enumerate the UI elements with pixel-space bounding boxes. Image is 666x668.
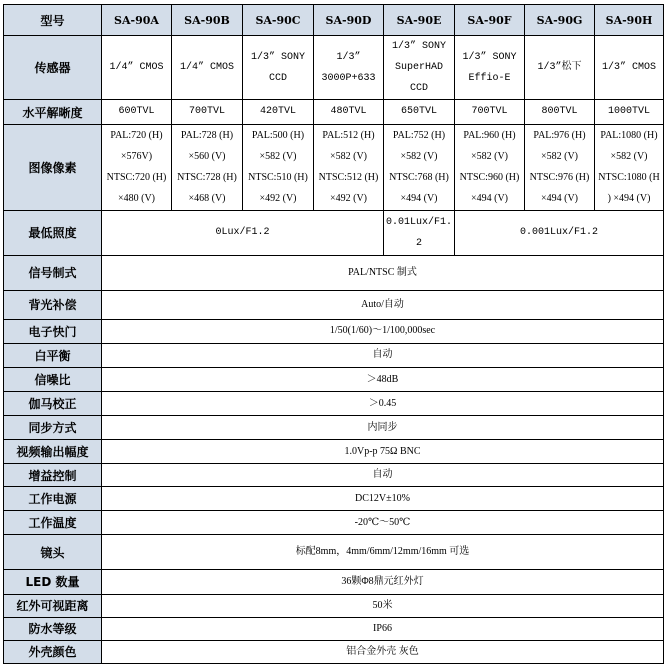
pixels-line: ×560 (V) xyxy=(188,151,226,163)
spec-row xyxy=(4,511,664,535)
spec-row xyxy=(4,255,664,290)
sensor-value xyxy=(172,36,243,100)
header-row xyxy=(4,5,664,36)
resolution-value: 480TVL xyxy=(314,100,384,125)
row-label: 最低照度 xyxy=(4,210,102,255)
resolution-value: 700TVL xyxy=(172,100,243,125)
row-value: 标配8mm，4mm/6mm/12mm/16mm 可选 xyxy=(102,535,664,569)
pixels-line: PAL:728 (H) xyxy=(180,130,234,142)
row-label: 增益控制 xyxy=(4,464,102,487)
illumination-line: 2 xyxy=(415,237,422,249)
row-value: 铝合金外壳 灰色 xyxy=(102,640,664,663)
model-header: SA-90H xyxy=(595,5,664,36)
spec-row xyxy=(4,640,664,663)
row-label: 图像像素 xyxy=(4,125,102,210)
pixels-line: ×480 (V) xyxy=(117,193,156,205)
pixels-line: ×576V) xyxy=(120,151,153,163)
pixels-value xyxy=(314,125,384,210)
sensor-line: SuperHAD xyxy=(394,62,443,74)
pixels-line: ×494 (V) xyxy=(400,193,438,205)
model-header: SA-90G xyxy=(525,5,595,36)
spec-row xyxy=(4,319,664,343)
resolution-value: 600TVL xyxy=(102,100,172,125)
pixels-line: ×582 (V) xyxy=(259,151,297,163)
pixels-line: NTSC:960 (H) xyxy=(459,172,520,184)
pixels-value xyxy=(595,125,664,210)
row-value: Auto/自动 xyxy=(102,290,664,319)
pixels-line: NTSC:720 (H) xyxy=(106,172,167,184)
row-value: 50米 xyxy=(102,594,664,617)
row-label: 视频输出幅度 xyxy=(4,440,102,464)
spec-row xyxy=(4,392,664,416)
sensor-line: 1/3” SONY xyxy=(250,51,305,63)
sensor-value xyxy=(102,36,172,100)
spec-row xyxy=(4,569,664,594)
min-illumination-row xyxy=(4,210,664,255)
pixels-line: PAL:1080 (H) xyxy=(600,130,658,142)
illumination-value: 0.001Lux/F1.2 xyxy=(455,210,664,255)
sensor-line: 1/4” CMOS xyxy=(109,62,164,74)
pixels-line: ×582 (V) xyxy=(470,151,509,163)
pixels-line: ×494 (V) xyxy=(470,193,509,205)
sensor-line: CCD xyxy=(268,72,287,84)
row-value: ＞0.45 xyxy=(102,392,664,416)
sensor-line: 1/4” CMOS xyxy=(179,62,234,74)
model-header: SA-90E xyxy=(384,5,455,36)
pixels-value xyxy=(525,125,595,210)
pixels-line: NTSC:1080 (H xyxy=(598,172,660,184)
row-label: 红外可视距离 xyxy=(4,594,102,617)
row-value: -20℃～50℃ xyxy=(102,511,664,535)
sensor-line: 1/3” SONY xyxy=(391,41,446,53)
row-label: 防水等级 xyxy=(4,617,102,640)
model-header: SA-90C xyxy=(243,5,314,36)
pixels-line: ×582 (V) xyxy=(329,151,368,163)
header-label: 型号 xyxy=(4,5,102,36)
row-label: 电子快门 xyxy=(4,319,102,343)
row-value: 36颗Φ8鼎元红外灯 xyxy=(102,569,664,594)
row-value: PAL/NTSC 制式 xyxy=(102,255,664,290)
row-label: 伽马校正 xyxy=(4,392,102,416)
spec-table xyxy=(3,4,664,664)
pixels-line: ×582 (V) xyxy=(540,151,579,163)
pixels-line: ×492 (V) xyxy=(329,193,368,205)
row-value: DC12V±10% xyxy=(102,487,664,511)
spec-row xyxy=(4,290,664,319)
row-label: LED 数量 xyxy=(4,569,102,594)
pixels-line: PAL:960 (H) xyxy=(463,130,516,142)
row-label: 信噪比 xyxy=(4,368,102,392)
row-value: 1/50(1/60)～1/100,000sec xyxy=(102,319,664,343)
spec-row xyxy=(4,368,664,392)
pixels-line: PAL:500 (H) xyxy=(251,130,305,142)
pixels-row xyxy=(4,125,664,210)
pixels-line: PAL:752 (H) xyxy=(392,130,446,142)
sensor-line: 1/3” xyxy=(336,51,361,63)
model-header: SA-90A xyxy=(102,5,172,36)
pixels-line: ×582 (V) xyxy=(610,151,648,163)
spec-row xyxy=(4,487,664,511)
pixels-line: ×494 (V) xyxy=(540,193,579,205)
sensor-line: 3000P+633 xyxy=(321,72,376,84)
pixels-line: ×492 (V) xyxy=(259,193,297,205)
resolution-value: 650TVL xyxy=(384,100,455,125)
sensor-line: 1/3” SONY xyxy=(462,51,517,63)
row-value: 自动 xyxy=(102,464,664,487)
pixels-line: NTSC:510 (H) xyxy=(248,172,308,184)
resolution-value: 700TVL xyxy=(455,100,525,125)
sensor-line: CCD xyxy=(409,83,428,95)
sensor-line: Effio-E xyxy=(468,72,511,84)
row-value: ＞48dB xyxy=(102,368,664,392)
sensor-value xyxy=(384,36,455,100)
row-label: 水平解晰度 xyxy=(4,100,102,125)
spec-row xyxy=(4,464,664,487)
pixels-line: ) ×494 (V) xyxy=(607,193,651,205)
sensor-row xyxy=(4,36,664,100)
model-header: SA-90F xyxy=(455,5,525,36)
pixels-value xyxy=(172,125,243,210)
row-label: 信号制式 xyxy=(4,255,102,290)
pixels-value xyxy=(455,125,525,210)
resolution-value: 420TVL xyxy=(243,100,314,125)
spec-row xyxy=(4,416,664,440)
row-label: 镜头 xyxy=(4,535,102,569)
row-label: 背光补偿 xyxy=(4,290,102,319)
pixels-line: PAL:512 (H) xyxy=(322,130,375,142)
row-value: 自动 xyxy=(102,343,664,367)
spec-row xyxy=(4,535,664,569)
illumination-value xyxy=(384,210,455,255)
spec-row xyxy=(4,343,664,367)
pixels-line: NTSC:768 (H) xyxy=(389,172,449,184)
sensor-line: 1/3”松下 xyxy=(537,62,582,74)
pixels-line: ×582 (V) xyxy=(400,151,438,163)
resolution-value: 1000TVL xyxy=(595,100,664,125)
row-label: 工作电源 xyxy=(4,487,102,511)
sensor-value xyxy=(243,36,314,100)
row-label: 工作温度 xyxy=(4,511,102,535)
pixels-value xyxy=(243,125,314,210)
model-header: SA-90B xyxy=(172,5,243,36)
illumination-line: 0.01Lux/F1. xyxy=(385,216,452,228)
model-header: SA-90D xyxy=(314,5,384,36)
row-label: 同步方式 xyxy=(4,416,102,440)
row-value: IP66 xyxy=(102,617,664,640)
pixels-line: NTSC:512 (H) xyxy=(318,172,379,184)
row-label: 传感器 xyxy=(4,36,102,100)
spec-row xyxy=(4,594,664,617)
resolution-value: 800TVL xyxy=(525,100,595,125)
sensor-value xyxy=(595,36,664,100)
pixels-value xyxy=(384,125,455,210)
pixels-line: NTSC:728 (H) xyxy=(177,172,237,184)
sensor-value xyxy=(455,36,525,100)
sensor-value xyxy=(525,36,595,100)
sensor-value xyxy=(314,36,384,100)
pixels-line: ×468 (V) xyxy=(188,193,226,205)
illumination-value: 0Lux/F1.2 xyxy=(102,210,384,255)
spec-row xyxy=(4,440,664,464)
resolution-row xyxy=(4,100,664,125)
spec-row xyxy=(4,617,664,640)
pixels-line: PAL:720 (H) xyxy=(110,130,163,142)
row-label: 白平衡 xyxy=(4,343,102,367)
sensor-line: 1/3” CMOS xyxy=(601,62,656,74)
pixels-value xyxy=(102,125,172,210)
pixels-line: PAL:976 (H) xyxy=(533,130,586,142)
row-label: 外壳颜色 xyxy=(4,640,102,663)
row-value: 1.0Vp-p 75Ω BNC xyxy=(102,440,664,464)
row-value: 内同步 xyxy=(102,416,664,440)
pixels-line: NTSC:976 (H) xyxy=(529,172,590,184)
